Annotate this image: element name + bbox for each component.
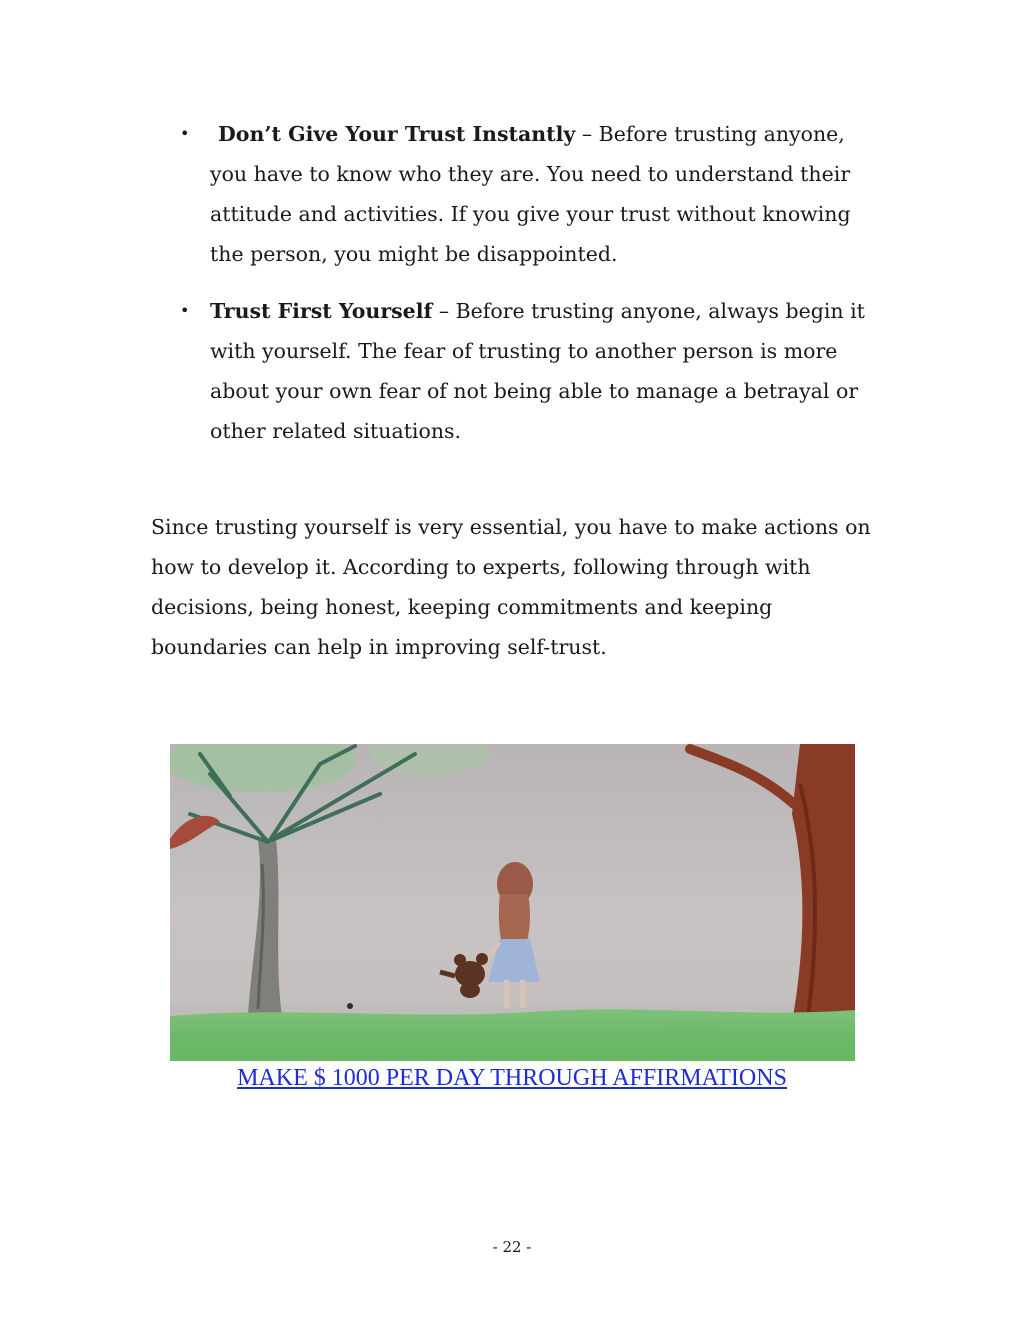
- page-number: - 22 -: [492, 1238, 532, 1256]
- bullet-marker: •: [180, 301, 190, 320]
- affirmations-link[interactable]: MAKE $ 1000 PER DAY THROUGH AFFIRMATIONS: [237, 1065, 787, 1091]
- bullet-list: [0, 114, 1024, 451]
- body-paragraph: Since trusting yourself is very essential, you have to make actions on how to develop it. According to experts, following through with decisions, being honest, keeping commitments and keeping boundaries can help in improving self-trust.: [151, 515, 871, 659]
- bullet-text: – Before trusting anyone, you have to know who they are. You need to understand their attitude and activities. If you give your trust without knowing the person, you might be disappointed.: [210, 122, 851, 266]
- bullet-item: [0, 114, 870, 274]
- bullet-marker: •: [180, 124, 190, 143]
- bullet-title: Don’t Give Your Trust Instantly: [218, 122, 576, 146]
- bullet-item: [0, 291, 870, 451]
- bullet-title: Trust First Yourself: [210, 299, 433, 323]
- painting-illustration: [170, 744, 855, 1061]
- bullet-text: – Before trusting anyone, always begin it with yourself. The fear of trusting to another person is more about your own fear of not being able to manage a betrayal or other related situations.: [210, 299, 865, 443]
